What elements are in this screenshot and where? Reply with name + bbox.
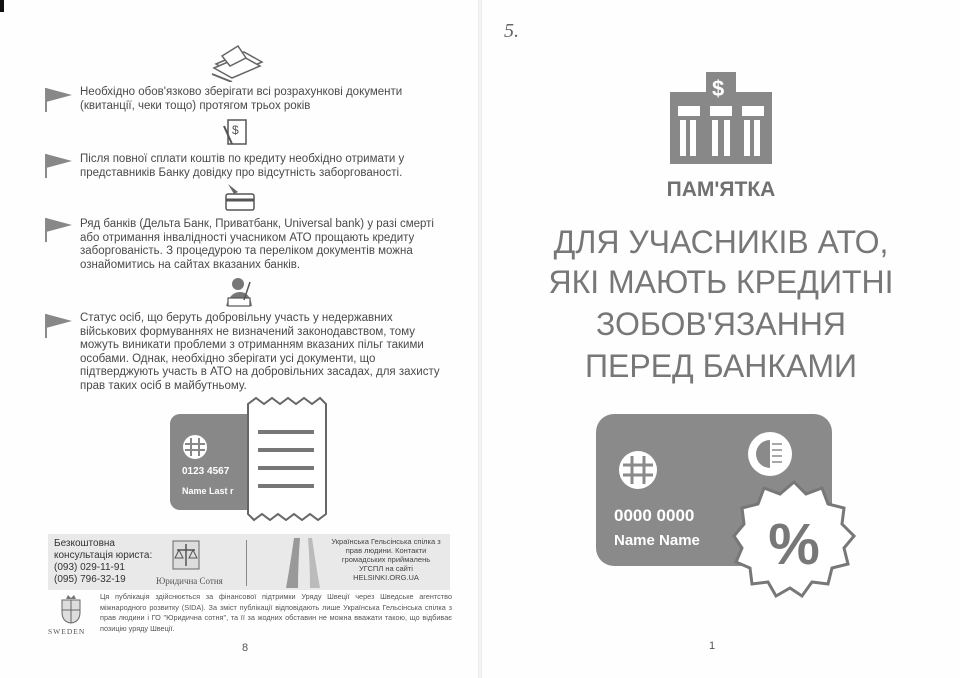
handwritten-mark: 5. [504,20,519,42]
title-line-1: ДЛЯ УЧАСНИКІВ АТО, [553,224,889,260]
item-text-1: Необхідно обов'язково зберігати всі розрахункові документи (квитанції, чеки тощо) протягом трьох років [80,86,403,112]
page-number-left: 8 [242,642,249,654]
documents-icon [208,44,264,82]
consult-title: Безкоштовна консультація юриста: [54,538,153,561]
title-line-4: ПЕРЕД БАНКАМИ [585,348,857,384]
scales-logo [172,540,200,570]
flag-bullet-icon [44,312,74,338]
card-logo-icon [746,430,794,478]
divider [246,540,247,586]
receipt-paper-icon [244,396,330,522]
chip-icon [618,450,658,490]
title-line-2: ЯКІ МАЮТЬ КРЕДИТНІ [548,264,894,300]
sweden-label: SWEDEN [48,627,86,636]
scan-mark [0,0,4,12]
receipt-icon [222,118,250,148]
svg-text:$: $ [232,123,239,137]
left-page [0,0,478,678]
svg-text:%: % [768,512,820,577]
card-name: Name Last r [182,486,234,496]
item-text-3: Ряд банків (Дельта Банк, Приватбанк, Universal bank) у разі смерті або отримання інвалідності учасником АТО прощають кредиту заборгованість. З процедурою та переліком документів можна ознайомитись на сайтах вказаних банків. [80,218,434,271]
page-number-right: 1 [709,640,716,652]
chip-icon [182,434,208,460]
org1-name: Юридична Сотня [156,576,223,586]
card-number: 0123 4567 [182,466,230,477]
item-text-4: Статус осіб, що беруть добровільну участь у недержавних військових формуваннях не визначений законодавством, тому можуть виникати проблеми з отриманням вказаних пільг такими особами. Однак, необхідно зберігати усі документи, що підтверджують участь в АТО на добровільних засадах, для захисту прав таких осіб в майбутньому. [80,312,440,392]
svg-text:$: $ [712,76,725,101]
person-writing-icon [220,276,260,312]
card-hand-icon [222,182,258,216]
sweden-emblem [58,594,84,624]
contact-footer [48,534,450,590]
bank-building-icon [666,70,776,166]
card-name-large: Name Name [614,532,700,549]
flag-bullet-icon [44,152,74,178]
percent-badge-icon [732,480,856,604]
card-number-large: 0000 0000 [614,506,695,525]
item-text-2: Після повної сплати коштів по кредиту необхідно отримати у представників Банку довідку про відсутність заборгованості. [80,153,405,179]
heading: ПАМ'ЯТКА [666,178,776,201]
title-line-3: ЗОБОВ'ЯЗАННЯ [596,306,846,342]
helsinki-logo [284,536,322,590]
support-disclaimer: Ця публікація здійснюється за фінансової підтримки Уряду Швеції через Шведське агентство міжнародного розвитку (SIDA). За зміст публікації відповідають лише Українська Гельсінська спілка з прав людини і ГО "Юридична сотня", та її за жодних обставин не можна вважати такою, що відбиває позицію уряду Швеції. [100,592,452,633]
flag-bullet-icon [44,86,74,112]
helsinki-org-text: Українська Гельсінська спілка з прав людини. Контакти громадських приймалень УГСПЛ на сайті HELSINKI.ORG.UA [331,537,441,582]
phone-1: (093) 029-11-91 [54,562,125,573]
right-page [482,0,960,678]
flag-bullet-icon [44,216,74,242]
phone-2: (095) 796-32-19 [54,574,126,585]
